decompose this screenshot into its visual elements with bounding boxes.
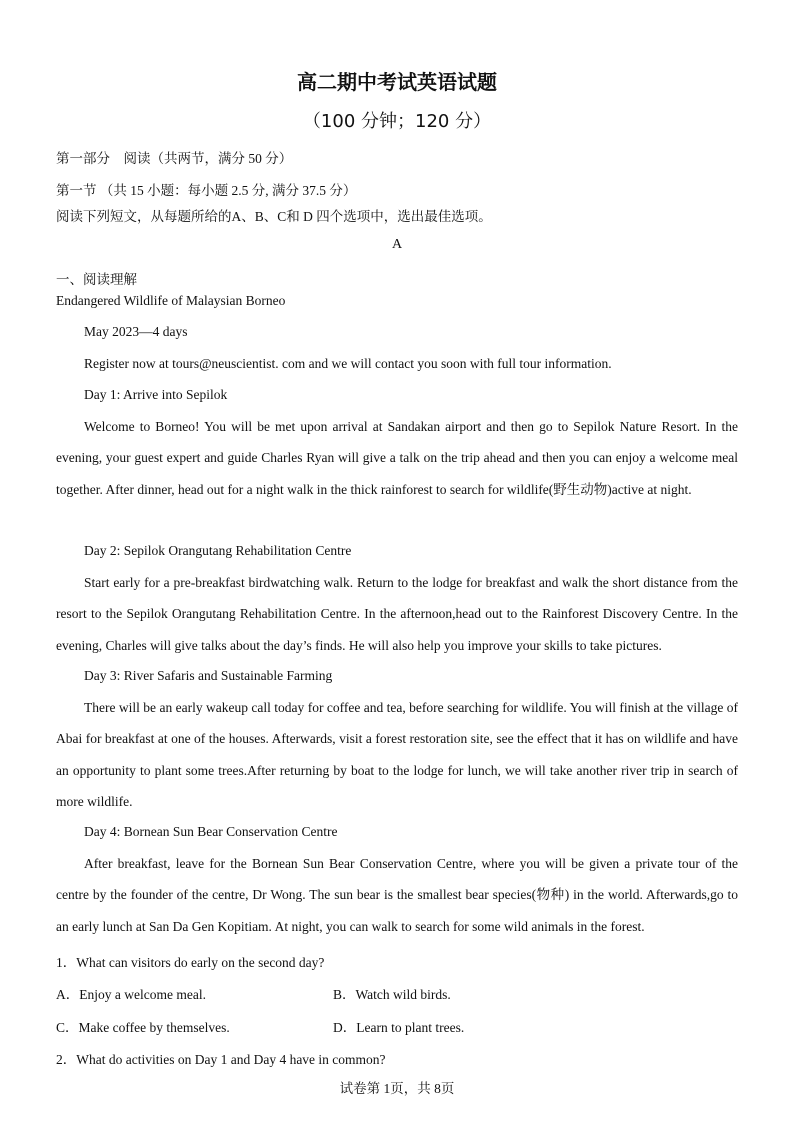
passage-date: May 2023—4 days	[84, 324, 188, 339]
question-1-stem: 1．What can visitors do early on the second day?	[56, 955, 325, 970]
passage-label: A	[391, 237, 403, 252]
section-instruction: 阅读下列短文，从每题所给的A、B、C和 D 四个选项中，选出最佳选项。	[56, 209, 492, 224]
day3-text: There will be an early wakeup call today for coffee and tea, before searching for wildlife. You will finish at the village of Abai for breakfast at one of the houses. Afterwards, visit a forest restoration site, see the effect that it has on wildlife and have an opportunity to plant some trees.After returning by boat to the lodge for lunch, we will take another river trip in search of more wildlife.	[56, 700, 738, 809]
day3-title: Day 3: River Safaris and Sustainable Farming	[84, 668, 333, 683]
section-sub: 第一节 （共 15 小题：每小题 2.5 分, 满分 37.5 分）	[56, 183, 357, 198]
passage-register: Register now at tours@neuscientist. com and we will contact you soon with full tour information.	[84, 356, 612, 371]
question-1-option-c: C．Make coffee by themselves.	[56, 1020, 230, 1035]
day2-title: Day 2: Sepilok Orangutang Rehabilitation Centre	[84, 543, 352, 558]
page-footer: 试卷第 1页，共 8页	[339, 1081, 455, 1096]
question-1-option-b: B．Watch wild birds.	[333, 987, 451, 1002]
section-heading: 一、阅读理解	[56, 272, 137, 287]
question-2-stem: 2．What do activities on Day 1 and Day 4 have in common?	[56, 1052, 386, 1067]
section-part: 第一部分 阅读（共两节，满分 50 分）	[56, 151, 293, 166]
page-subtitle: （100 分钟；120 分）	[302, 111, 492, 132]
day2-text: Start early for a pre-breakfast birdwatching walk. Return to the lodge for breakfast and walk the short distance from the resort to the Sepilok Orangutang Rehabilitation Centre. In the afternoon,head out to the Rainforest Discovery Centre. In the evening, Charles will give talks about the day’s finds. He will also help you improve your skills to take pictures.	[56, 575, 738, 653]
page-title: 高二期中考试英语试题	[297, 70, 497, 94]
day4-text: After breakfast, leave for the Bornean Sun Bear Conservation Centre, where you will be given a private tour of the centre by the founder of the centre, Dr Wong. The sun bear is the smallest bear species(物种) in the world. Afterwards,go to an early lunch at San Da Gen Kopitiam. At night, you can walk to search for some wild animals in the forest.	[56, 856, 738, 934]
question-1-option-d: D．Learn to plant trees.	[333, 1020, 465, 1035]
question-1-option-a: A．Enjoy a welcome meal.	[56, 987, 206, 1002]
day4-title: Day 4: Bornean Sun Bear Conservation Centre	[84, 824, 338, 839]
passage-title: Endangered Wildlife of Malaysian Borneo	[56, 293, 286, 308]
day1-title: Day 1: Arrive into Sepilok	[84, 387, 228, 402]
day1-text: Welcome to Borneo! You will be met upon arrival at Sandakan airport and then go to Sepilok Nature Resort. In the evening, your guest expert and guide Charles Ryan will give a talk on the trip ahead and then you can enjoy a welcome meal together. After dinner, head out for a night walk in the thick rainforest to search for wildlife(野生动物)active at night.	[56, 419, 738, 497]
